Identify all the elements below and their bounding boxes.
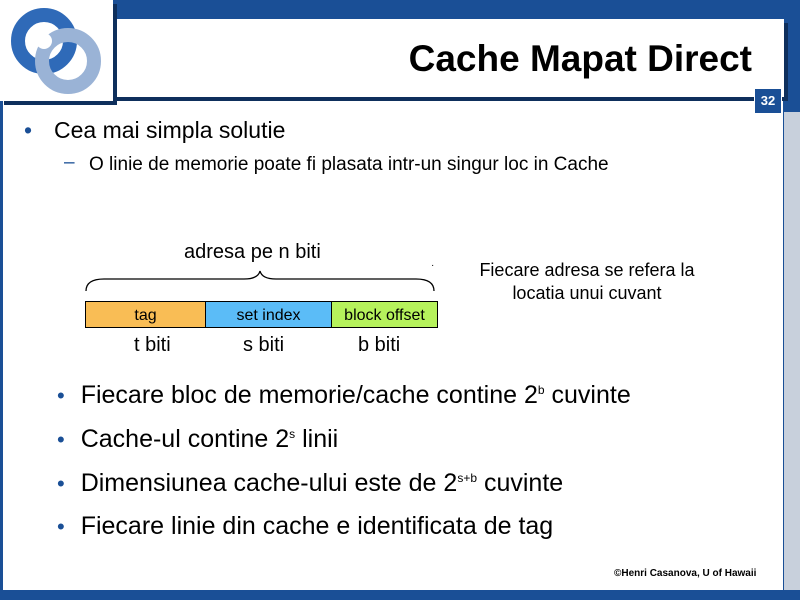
- slide-number: 32: [754, 88, 782, 114]
- bits-tag: t biti: [134, 334, 171, 356]
- point-tag: • Fiecare linie din cache e identificata de tag: [57, 512, 554, 540]
- point-lines: • Cache-ul contine 2$^s$ linii: [57, 425, 339, 453]
- address-label: adresa pe n biti: [184, 241, 321, 263]
- logo: [0, 0, 113, 101]
- bits-set: s biti: [243, 334, 285, 356]
- field-block-offset: block offset: [331, 301, 438, 328]
- field-tag: tag: [85, 301, 206, 328]
- address-note: [462, 259, 712, 305]
- dot-mark: ·: [431, 260, 435, 271]
- point-block-size: • Fiecare bloc de memorie/cache contine 2$^b$ cuvinte: [57, 381, 631, 409]
- copyright: ©Henri Casanova, U of Hawaii: [614, 568, 757, 579]
- bits-offset: b biti: [358, 334, 401, 356]
- bullet-icon: •: [57, 514, 65, 539]
- right-strip: [784, 112, 800, 590]
- bullet-icon: •: [57, 427, 65, 452]
- note-line2: locatia unui cuvant: [512, 283, 662, 303]
- brace-icon: [84, 269, 436, 293]
- note-line1: Fiecare adresa se refera la: [479, 260, 695, 280]
- field-set-index: set index: [205, 301, 332, 328]
- bullet-main: Cea mai simpla solutie: [54, 117, 286, 143]
- slide-title: Cache Mapat Direct: [408, 38, 752, 79]
- bullet-icon: •: [24, 117, 33, 143]
- logo-icon: [10, 7, 102, 95]
- bullet-icon: •: [57, 383, 65, 408]
- point-cache-size: • Dimensiunea cache-ului este de $2^{s+b}$ cuvinte: [57, 469, 564, 497]
- dash-icon: –: [64, 152, 75, 173]
- bullet-icon: •: [57, 471, 65, 496]
- bullet-sub: O linie de memorie poate fi plasata intr-un singur loc in Cache: [89, 154, 609, 175]
